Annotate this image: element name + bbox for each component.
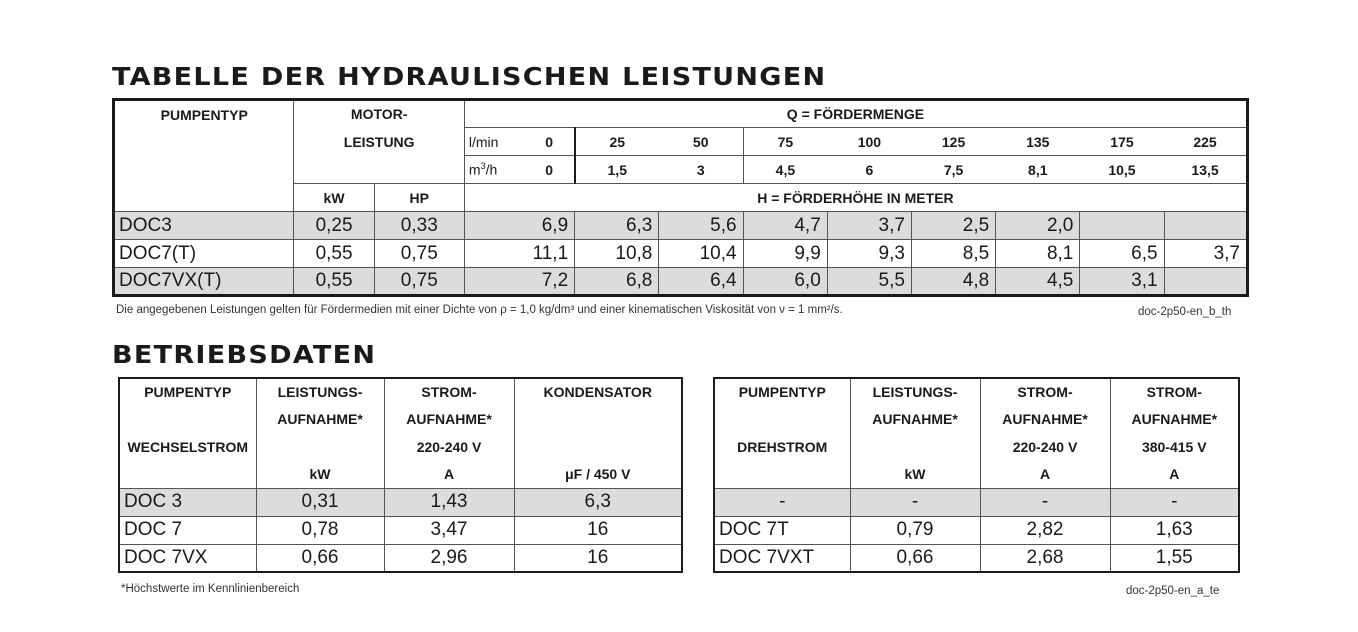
- capacitor-cell: 6,3: [514, 488, 682, 516]
- operating-doc-code: doc-2p50-en_a_te: [1126, 585, 1220, 597]
- pump-name-cell: DOC7(T): [114, 240, 294, 268]
- tp-current-a-voltage: 220-240 V: [980, 433, 1110, 461]
- pump-name-cell: DOC 7VX: [119, 544, 256, 572]
- hydraulic-doc-code: doc-2p50-en_b_th: [1138, 306, 1232, 318]
- head-value-cell: 4,8: [911, 268, 995, 296]
- tp-current-a-header-2: AUFNAHME*: [980, 406, 1110, 434]
- hp-cell: 0,75: [374, 268, 464, 296]
- power-cell: 0,78: [256, 516, 384, 544]
- flow-rate-header: Q = FÖRDERMENGE: [464, 100, 1247, 128]
- kw-cell: 0,55: [294, 268, 374, 296]
- power-cell: 0,31: [256, 488, 384, 516]
- table-row: [114, 212, 1248, 240]
- sp-current-unit: A: [384, 461, 514, 489]
- head-value-cell: 5,6: [659, 212, 743, 240]
- current-a-cell: 2,82: [980, 516, 1110, 544]
- head-value-cell: 6,0: [743, 268, 827, 296]
- capacitor-cell: 16: [514, 544, 682, 572]
- lmin-label: l/min: [464, 128, 524, 156]
- tp-type-header: DREHSTROM: [714, 433, 850, 461]
- pump-name-cell: DOC3: [114, 212, 294, 240]
- capacitor-cell: 16: [514, 516, 682, 544]
- sp-power-unit: kW: [256, 461, 384, 489]
- head-value-cell: 2,0: [996, 212, 1080, 240]
- tp-current-a-unit: A: [980, 461, 1110, 489]
- pump-name-cell: DOC 7VXT: [714, 544, 850, 572]
- current-b-cell: -: [1110, 488, 1239, 516]
- tp-current-b-unit: A: [1110, 461, 1239, 489]
- current-cell: 1,43: [384, 488, 514, 516]
- head-value-cell: 4,5: [996, 268, 1080, 296]
- kw-cell: 0,25: [294, 212, 374, 240]
- table-row: [714, 544, 1239, 572]
- pump-name-cell: DOC 7: [119, 516, 256, 544]
- tp-current-b-voltage: 380-415 V: [1141, 438, 1207, 455]
- current-cell: 2,96: [384, 544, 514, 572]
- current-cell: 3,47: [384, 516, 514, 544]
- current-b-cell: 1,55: [1110, 544, 1239, 572]
- sp-pump-header: PUMPENTYP: [119, 378, 256, 406]
- tp-current-b-header-1: STROM-: [1146, 384, 1202, 401]
- operating-note: *Höchstwerte im Kennlinienbereich: [121, 583, 300, 595]
- head-value-cell: 10,4: [659, 240, 743, 268]
- three-phase-table: [713, 377, 1240, 573]
- tp-current-a-header-1: STROM-: [980, 378, 1110, 406]
- kw-cell: 0,55: [294, 240, 374, 268]
- tp-pump-header: PUMPENTYP: [714, 378, 850, 406]
- head-value-cell: [1080, 212, 1164, 240]
- power-cell: -: [850, 488, 980, 516]
- hydraulic-table-title: TABELLE DER HYDRAULISCHEN LEISTUNGEN: [112, 62, 827, 91]
- head-value-cell: 11,1: [464, 240, 574, 268]
- table-row: [114, 268, 1248, 296]
- head-value-cell: 9,9: [743, 240, 827, 268]
- current-a-cell: -: [980, 488, 1110, 516]
- table-row: [714, 516, 1239, 544]
- head-value-cell: 7,2: [464, 268, 574, 296]
- m3h-value: 13,5: [1164, 156, 1247, 184]
- table-row: [119, 544, 682, 572]
- pump-name-cell: DOC 3: [119, 488, 256, 516]
- tp-current-b-header-2: AUFNAHME*: [1131, 411, 1218, 428]
- m3h-value: 4,5: [743, 156, 827, 184]
- motor-header-line1: MOTOR-: [294, 100, 464, 128]
- tp-power-header-2: AUFNAHME*: [850, 406, 980, 434]
- sp-current-header-1: STROM-: [384, 378, 514, 406]
- kw-header: kW: [294, 184, 374, 212]
- m3h-label: $m^3/h$: [464, 156, 524, 184]
- hydraulic-note: Die angegebenen Leistungen gelten für Fördermedien mit einer Dichte von ρ = 1,0 kg/dm³ und einer kinematischen Viskosität von ν = 1 mm²/s.: [116, 304, 843, 316]
- table-row: [714, 488, 1239, 516]
- lmin-value: 75: [743, 128, 827, 156]
- current-a-cell: 2,68: [980, 544, 1110, 572]
- m3h-value: 6: [827, 156, 911, 184]
- head-value-cell: 10,8: [575, 240, 659, 268]
- head-value-cell: [1164, 268, 1247, 296]
- sp-capacitor-header: KONDENSATOR: [543, 384, 652, 401]
- head-value-cell: 6,5: [1080, 240, 1164, 268]
- lmin-value: 225: [1164, 128, 1247, 156]
- hp-cell: 0,75: [374, 240, 464, 268]
- table-row: [119, 516, 682, 544]
- hp-cell: 0,33: [374, 212, 464, 240]
- sp-type-header: WECHSELSTROM: [119, 433, 256, 461]
- head-value-cell: 6,8: [575, 268, 659, 296]
- lmin-value: 175: [1080, 128, 1164, 156]
- head-value-cell: 8,1: [996, 240, 1080, 268]
- head-value-cell: 3,7: [827, 212, 911, 240]
- lmin-value: 25: [575, 128, 659, 156]
- table-row: [119, 488, 682, 516]
- m3h-value: 3: [659, 156, 743, 184]
- head-value-cell: 8,5: [911, 240, 995, 268]
- sp-power-header-1: LEISTUNGS-: [256, 378, 384, 406]
- m3h-value: 10,5: [1080, 156, 1164, 184]
- head-value-cell: 5,5: [827, 268, 911, 296]
- lmin-value: 135: [996, 128, 1080, 156]
- head-value-cell: 2,5: [911, 212, 995, 240]
- motor-header-line2: LEISTUNG: [294, 128, 464, 156]
- head-header: H = FÖRDERHÖHE IN METER: [464, 184, 1247, 212]
- hydraulic-performance-table: [112, 98, 1249, 297]
- table-row: [114, 240, 1248, 268]
- current-b-cell: 1,63: [1110, 516, 1239, 544]
- head-value-cell: 9,3: [827, 240, 911, 268]
- operating-data-title: BETRIEBSDATEN: [112, 340, 377, 369]
- tp-power-header-1: LEISTUNGS-: [850, 378, 980, 406]
- sp-current-voltage: 220-240 V: [384, 433, 514, 461]
- power-cell: 0,79: [850, 516, 980, 544]
- pump-name-cell: DOC7VX(T): [114, 268, 294, 296]
- head-value-cell: 6,3: [575, 212, 659, 240]
- tp-power-unit: kW: [850, 461, 980, 489]
- head-value-cell: 6,4: [659, 268, 743, 296]
- m3h-value: 8,1: [996, 156, 1080, 184]
- pump-name-cell: -: [714, 488, 850, 516]
- single-phase-table: [118, 377, 683, 573]
- power-cell: 0,66: [850, 544, 980, 572]
- head-value-cell: 4,7: [743, 212, 827, 240]
- sp-capacitor-unit: μF / 450 V: [514, 461, 682, 489]
- head-value-cell: 3,1: [1080, 268, 1164, 296]
- hp-header: HP: [374, 184, 464, 212]
- head-value-cell: 3,7: [1164, 240, 1247, 268]
- lmin-value: 50: [659, 128, 743, 156]
- m3h-value: 1,5: [575, 156, 659, 184]
- m3h-value: 0: [525, 156, 575, 184]
- m3h-value: 7,5: [911, 156, 995, 184]
- sp-power-header-2: AUFNAHME*: [256, 406, 384, 434]
- head-value-cell: 6,9: [464, 212, 574, 240]
- lmin-value: 0: [525, 128, 575, 156]
- lmin-value: 100: [827, 128, 911, 156]
- lmin-value: 125: [911, 128, 995, 156]
- sp-current-header-2: AUFNAHME*: [384, 406, 514, 434]
- pump-type-header: PUMPENTYP: [114, 100, 294, 184]
- power-cell: 0,66: [256, 544, 384, 572]
- pump-name-cell: DOC 7T: [714, 516, 850, 544]
- head-value-cell: [1164, 212, 1247, 240]
